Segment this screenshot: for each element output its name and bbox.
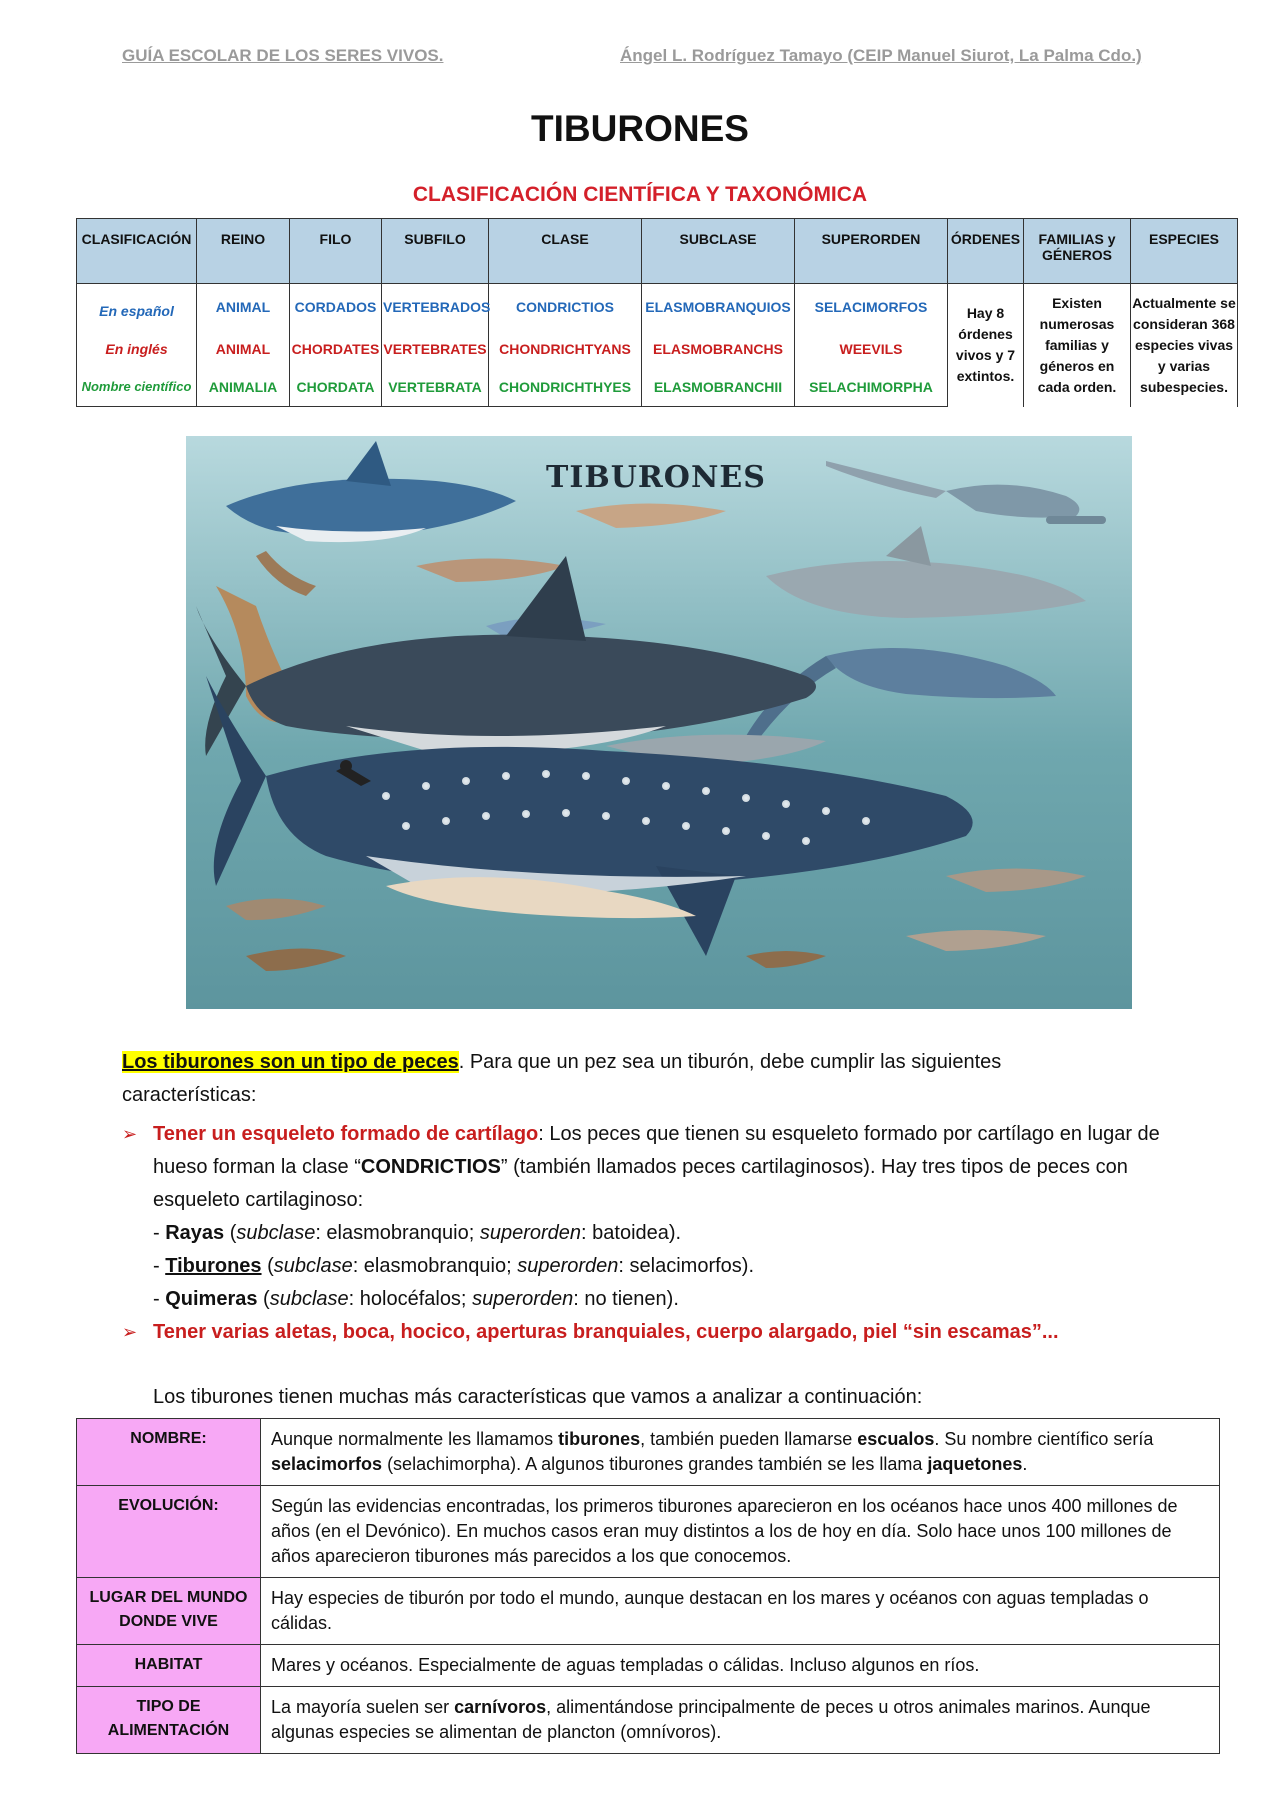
table-cell: Mares y océanos. Especialmente de aguas templadas o cálidas. Incluso algunos en ríos. [261, 1645, 1220, 1687]
bullet-heading: Tener un esqueleto formado de cartílago [153, 1123, 539, 1145]
page-title: TIBURONES [531, 108, 749, 149]
cartilage-type-row: - Tiburones (subclase: elasmobranquio; superorden: selacimorfos). [153, 1255, 755, 1277]
intro-text: . Para que un pez sea un tiburón, debe cumplir las siguientes características: [122, 1051, 1002, 1106]
arrow-bullet-icon: ➢ [122, 1322, 138, 1342]
type-name: Tiburones [165, 1255, 262, 1277]
col-header: ESPECIES [1131, 219, 1238, 284]
table-cell: CHORDATA [290, 368, 382, 407]
ordenes-cell: Hay 8 órdenes vivos y 7 extintos. [948, 284, 1024, 407]
col-header: CLASIFICACIÓN [77, 219, 197, 284]
table-cell: VERTEBRATA [382, 368, 489, 407]
row-label: TIPO DE ALIMENTACIÓN [77, 1687, 261, 1754]
poster-title: TIBURONES [546, 460, 766, 495]
table-cell: CORDADOS [290, 284, 382, 331]
type-name: Quimeras [165, 1288, 258, 1310]
list-item [122, 1118, 1182, 1316]
arrow-bullet-icon: ➢ [122, 1124, 138, 1144]
especies-cell: Actualmente se consideran 368 especies vivas y varias subespecies. [1131, 284, 1238, 407]
table-cell: Aunque normalmente les llamamos tiburones, también pueden llamarse escualos. Su nombre científico sería selacimorfos (selachimorpha). A algunos tiburones grandes también se les llama jaquetones. [261, 1419, 1220, 1486]
table-cell: VERTEBRADOS [382, 284, 489, 331]
table-cell: La mayoría suelen ser carnívoros, alimentándose principalmente de peces u otros animales marinos. Aunque algunas especies se alimentan de plancton (omnívoros). [261, 1687, 1220, 1754]
table-cell: ANIMAL [197, 330, 290, 368]
intro-highlight: Los tiburones son un tipo de peces [122, 1051, 459, 1073]
familias-cell: Existen numerosas familias y géneros en cada orden. [1024, 284, 1131, 407]
col-header: REINO [197, 219, 290, 284]
cartilage-type-row: - Quimeras (subclase: holocéfalos; superorden: no tienen). [153, 1288, 679, 1310]
bullet-heading: Tener varias aletas, boca, hocico, aperturas branquiales, cuerpo alargado, piel “sin escamas”... [153, 1321, 1059, 1343]
bullet-text: : Los peces que tienen su esqueleto formado por cartílago en lugar de hueso forman la clase “ [153, 1123, 1160, 1178]
table-row [77, 1645, 1220, 1687]
col-header: FILO [290, 219, 382, 284]
table-cell: ANIMAL [197, 284, 290, 331]
type-name: Rayas [165, 1222, 225, 1244]
table-cell: WEEVILS [795, 330, 948, 368]
row-label: En español [77, 284, 197, 331]
bullet-class-name: CONDRICTIOS [360, 1156, 501, 1178]
sharks-poster-image [186, 436, 1132, 1009]
list-item [122, 1316, 1182, 1349]
row-label: En inglés [77, 330, 197, 368]
characteristics-table [76, 1418, 1220, 1754]
col-header: SUPERORDEN [795, 219, 948, 284]
table-row [77, 1578, 1220, 1645]
row-label: EVOLUCIÓN: [77, 1486, 261, 1578]
table-cell: Hay especies de tiburón por todo el mundo, aunque destacan en los mares y océanos con aguas templadas o cálidas. [261, 1578, 1220, 1645]
table-cell: CONDRICTIOS [489, 284, 642, 331]
intro-paragraph [122, 1046, 1082, 1112]
table-cell: ELASMOBRANCHII [642, 368, 795, 407]
characteristics-list [122, 1118, 1182, 1349]
section-subtitle: CLASIFICACIÓN CIENTÍFICA Y TAXONÓMICA [412, 183, 868, 206]
table-cell: ANIMALIA [197, 368, 290, 407]
row-label: Nombre científico [77, 368, 197, 407]
header-guide-title: GUÍA ESCOLAR DE LOS SERES VIVOS. [122, 46, 444, 65]
taxonomy-table [76, 218, 1238, 407]
sharks-illustration [186, 436, 1132, 1009]
row-label: LUGAR DEL MUNDO DONDE VIVE [77, 1578, 261, 1645]
col-header: SUBCLASE [642, 219, 795, 284]
table-cell: Según las evidencias encontradas, los primeros tiburones aparecieron en los océanos hace unos 400 millones de años (en el Devónico). En muchos casos eran muy distintos a los de hoy en día. Solo hace unos 100 millones de años aparecieron tiburones más parecidos a los que conocemos. [261, 1486, 1220, 1578]
col-header: FAMILIAS y GÉNEROS [1024, 219, 1131, 284]
col-header: SUBFILO [382, 219, 489, 284]
table-row [77, 284, 1238, 331]
table-row [77, 1687, 1220, 1754]
row-label: HABITAT [77, 1645, 261, 1687]
table-row [77, 1486, 1220, 1578]
table-cell: CHONDRICHTYANS [489, 330, 642, 368]
table-cell: SELACIMORFOS [795, 284, 948, 331]
table-cell: VERTEBRATES [382, 330, 489, 368]
transition-text: Los tiburones tienen muchas más características que vamos a analizar a continuación: [153, 1386, 923, 1408]
table-row [77, 1419, 1220, 1486]
table-cell: ELASMOBRANCHS [642, 330, 795, 368]
col-header: CLASE [489, 219, 642, 284]
row-label: NOMBRE: [77, 1419, 261, 1486]
table-cell: ELASMOBRANQUIOS [642, 284, 795, 331]
taxonomy-header-row [77, 219, 1238, 284]
table-cell: CHONDRICHTHYES [489, 368, 642, 407]
bullet-text: ” (también llamados peces cartilaginosos). Hay tres tipos de peces con esqueleto cartilaginoso: [153, 1156, 1128, 1211]
cartilage-type-row: - Rayas (subclase: elasmobranquio; superorden: batoidea). [153, 1222, 682, 1244]
table-cell: SELACHIMORPHA [795, 368, 948, 407]
header-author: Ángel L. Rodríguez Tamayo (CEIP Manuel Siurot, La Palma Cdo.) [620, 46, 1142, 65]
table-cell: CHORDATES [290, 330, 382, 368]
col-header: ÓRDENES [948, 219, 1024, 284]
